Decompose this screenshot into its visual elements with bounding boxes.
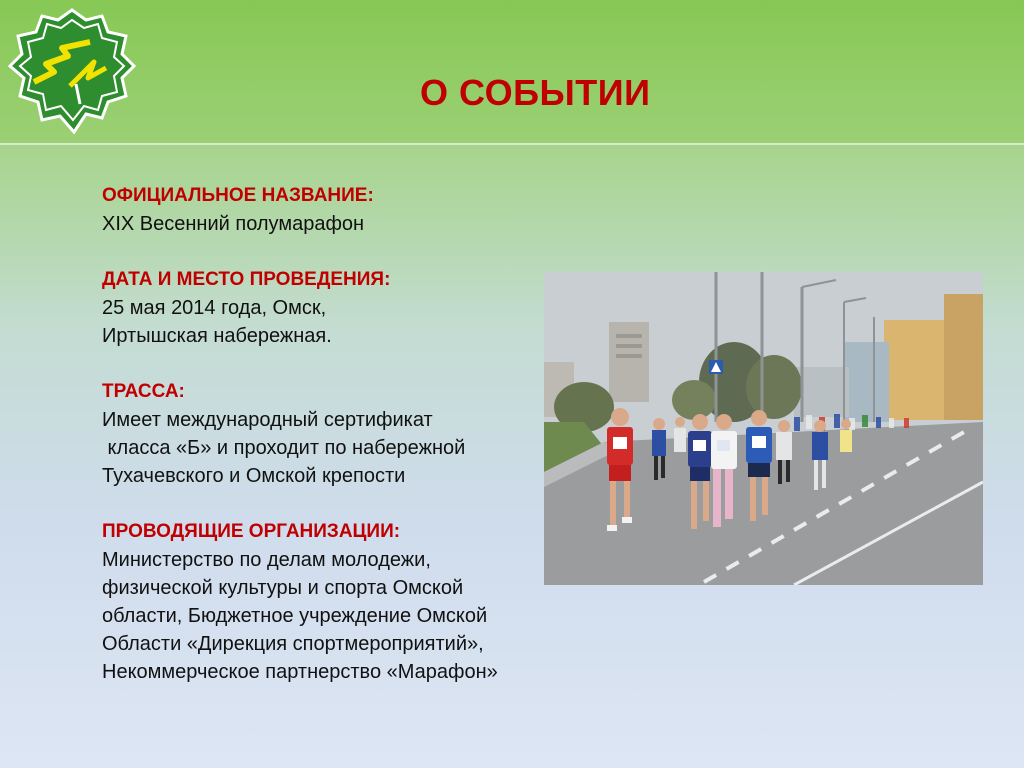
section-text-line: Тухачевского и Омской крепости bbox=[102, 465, 406, 487]
section-text-line: физической культуры и спорта Омской bbox=[102, 577, 464, 599]
building bbox=[944, 294, 983, 420]
runner bbox=[840, 430, 852, 452]
section-label: ПРОВОДЯЩИЕ ОРГАНИЗАЦИИ: bbox=[102, 521, 401, 542]
organizers-section bbox=[102, 518, 572, 686]
event-info bbox=[102, 182, 572, 714]
section-text-line: Имеет международный сертификат bbox=[102, 409, 433, 431]
runner bbox=[674, 428, 686, 452]
runner bbox=[652, 430, 666, 456]
official-name-section bbox=[102, 182, 572, 238]
header-divider bbox=[0, 143, 1024, 145]
building bbox=[884, 320, 944, 420]
section-text-line: области, Бюджетное учреждение Омской bbox=[102, 605, 488, 627]
section-label: ОФИЦИАЛЬНОЕ НАЗВАНИЕ: bbox=[102, 185, 374, 206]
section-text-line: класса «Б» и проходит по набережной bbox=[102, 437, 466, 459]
marathon-photo-illustration bbox=[544, 272, 983, 585]
section-text-line: Некоммерческое партнерство «Марафон» bbox=[102, 661, 498, 683]
section-text-line: XIX Весенний полумарафон bbox=[102, 213, 365, 235]
date-place-section bbox=[102, 266, 572, 350]
section-text-line: Области «Дирекция спортмероприятий», bbox=[102, 633, 484, 655]
section-label: ТРАССА: bbox=[102, 381, 185, 402]
section-text-line: Министерство по делам молодежи, bbox=[102, 549, 431, 571]
slide-title: О СОБЫТИИ bbox=[420, 72, 651, 113]
marathon-photo bbox=[544, 272, 983, 585]
route-section bbox=[102, 378, 572, 490]
section-text-line: Иртышская набережная. bbox=[102, 325, 332, 347]
runner bbox=[776, 432, 792, 460]
section-text-line: 25 мая 2014 года, Омск, bbox=[102, 297, 327, 319]
section-label: ДАТА И МЕСТО ПРОВЕДЕНИЯ: bbox=[102, 269, 391, 290]
runner bbox=[812, 432, 828, 460]
building bbox=[844, 342, 889, 422]
birch-leaf-logo-icon bbox=[6, 6, 138, 138]
